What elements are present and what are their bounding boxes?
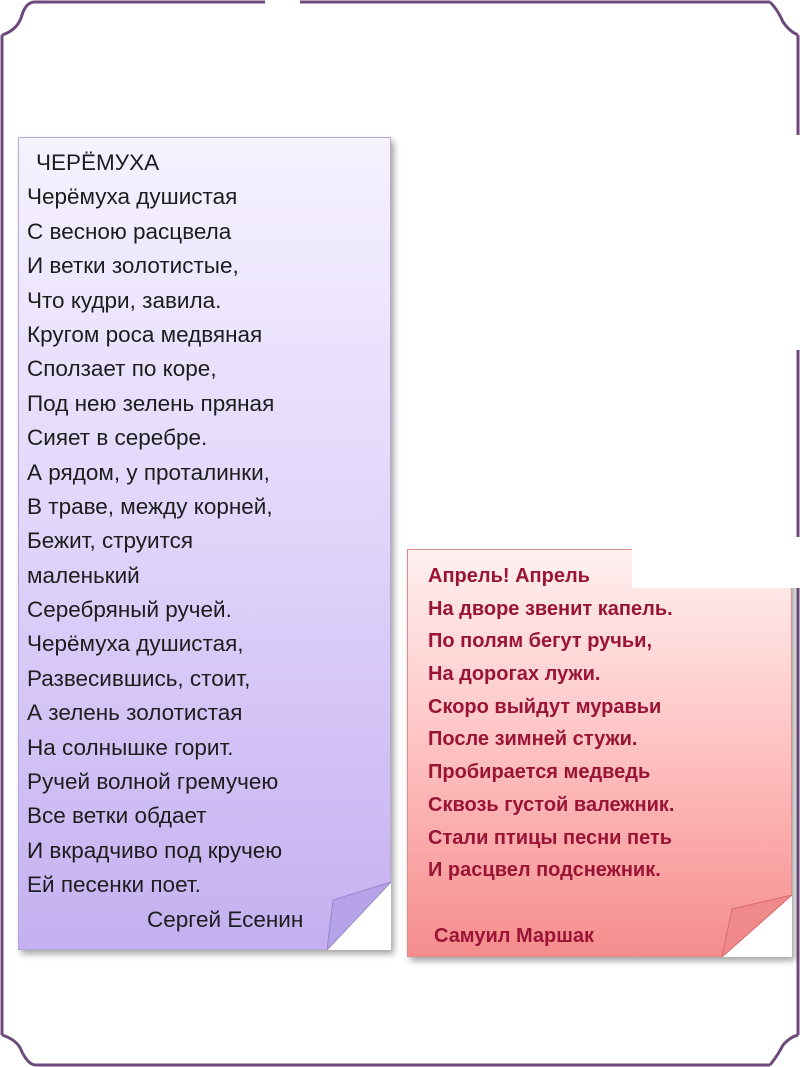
poem-line: На дорогах лужи. bbox=[428, 663, 601, 686]
poem-aprel bbox=[428, 560, 674, 952]
poem-line: Сияет в серебре. bbox=[27, 425, 208, 451]
poem-line: Стали птицы песни петь bbox=[428, 826, 673, 849]
poem-line: По полям бегут ручьи, bbox=[428, 630, 653, 653]
poem-line: На солнышке горит. bbox=[27, 734, 234, 760]
frame-corner-tr bbox=[770, 2, 798, 35]
frame-corner-tl bbox=[2, 2, 35, 35]
poem-line: Апрель! Апрель bbox=[428, 565, 590, 587]
frame-corner-br bbox=[770, 1035, 798, 1065]
poem-line: Пробирается медведь bbox=[428, 761, 651, 784]
poem-line: Все ветки обдает bbox=[27, 803, 207, 829]
poem-note-purple bbox=[18, 137, 391, 950]
poem-line: Черёмуха душистая bbox=[27, 184, 238, 210]
poem-line: Черёмуха душистая, bbox=[27, 631, 244, 657]
poem-line: Что кудри, завила. bbox=[27, 287, 222, 313]
poem-line: Сквозь густой валежник. bbox=[428, 793, 675, 816]
poem-line: Развесившись, стоит, bbox=[27, 665, 251, 691]
poem-line: После зимней стужи. bbox=[428, 728, 638, 751]
poem-title: ЧЕРЁМУХА bbox=[36, 150, 160, 175]
poem-note-pink bbox=[407, 549, 792, 957]
poem-author: Сергей Есенин bbox=[147, 906, 304, 932]
frame-corner-bl bbox=[2, 1035, 35, 1065]
white-overlay-block bbox=[632, 537, 800, 588]
poem-line: Бежит, струится bbox=[27, 528, 194, 554]
poem-line: И вкрадчиво под кручею bbox=[27, 837, 283, 863]
poem-author: Самуил Маршак bbox=[434, 924, 595, 947]
poem-line: Сползает по коре, bbox=[27, 356, 217, 382]
poem-line: Под нею зелень пряная bbox=[27, 390, 275, 416]
poem-line: маленький bbox=[27, 562, 140, 588]
poem-line: Ей песенки поет. bbox=[27, 872, 201, 898]
poem-line: Скоро выйдут муравьи bbox=[428, 695, 662, 718]
poem-line: Кругом роса медвяная bbox=[27, 321, 263, 347]
poem-line: А рядом, у проталинки, bbox=[27, 459, 270, 485]
page-curl-icon bbox=[327, 882, 391, 950]
poem-line: В траве, между корней, bbox=[27, 493, 273, 519]
poem-line: На дворе звенит капель. bbox=[428, 597, 673, 620]
poem-line: А зелень золотистая bbox=[27, 700, 243, 726]
poem-line: И расцвел подснежник. bbox=[428, 859, 661, 882]
poem-line: С весною расцвела bbox=[27, 218, 232, 244]
poem-line: Серебряный ручей. bbox=[27, 597, 232, 623]
poem-cheryomukha bbox=[27, 146, 303, 937]
page-curl-icon bbox=[722, 895, 792, 957]
poem-line: Ручей волной гремучею bbox=[27, 769, 279, 795]
poem-line: И ветки золотистые, bbox=[27, 253, 239, 279]
